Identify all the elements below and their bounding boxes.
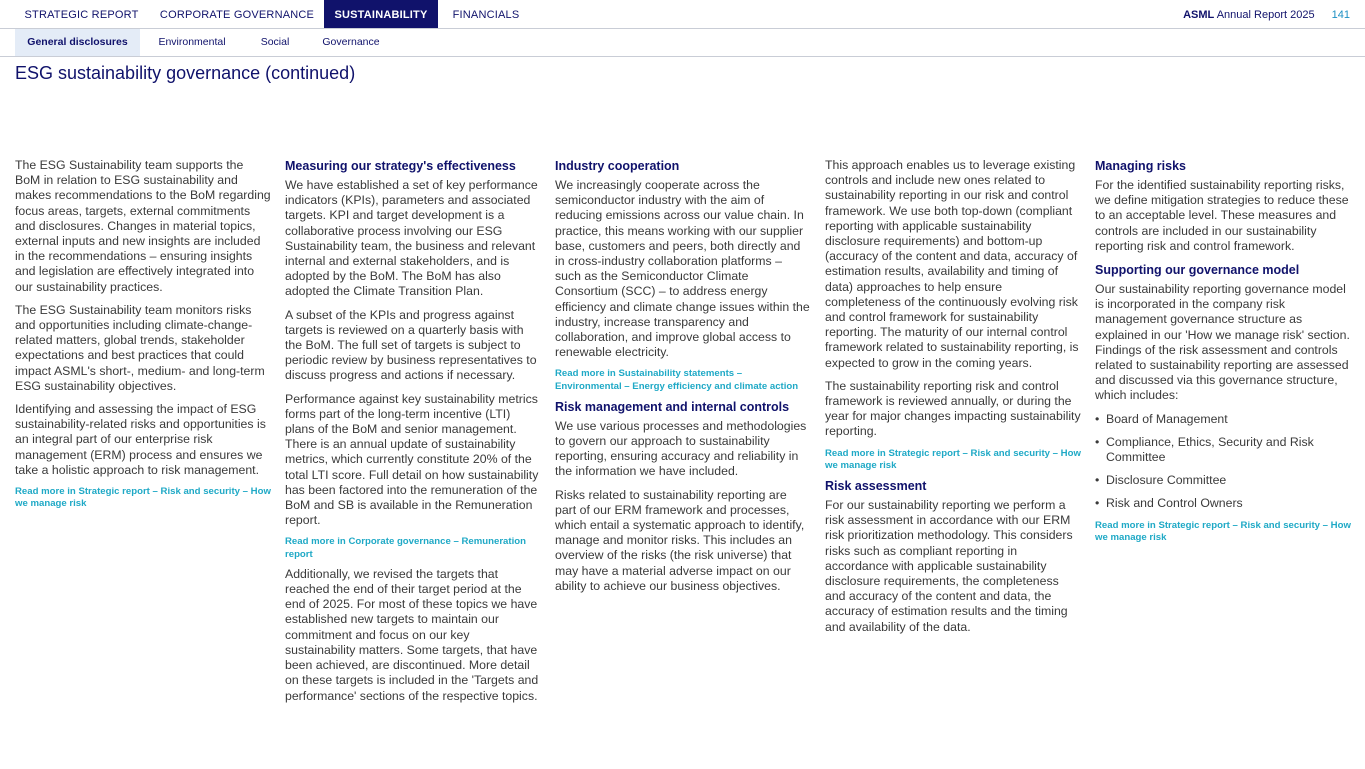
paragraph: This approach enables us to leverage existing controls and include new ones related to sustainability reporting in our risk and control framework. We use both top-down (compliant reporting with applicable sustainability disclosure requirements) and bottom-up (accuracy of the content and data, accuracy of estimation results, availability and timing of data) approaches to help ensure completeness of the continuously evolving risk and control framework for sustainability reporting. The maturity of our internal control framework related to sustainability reporting, is expected to grow in the coming years. — [825, 158, 1079, 370]
top-navigation — [0, 0, 1365, 29]
paragraph: We use various processes and methodologies to govern our approach to sustainability reporting, ensuring accuracy and reliability in the information we have included. — [555, 418, 807, 479]
governance-structure-list — [1095, 412, 1351, 512]
section-heading: Industry cooperation — [555, 159, 680, 173]
read-more-link[interactable]: Read more in Strategic report – Risk and security – How we manage risk — [15, 486, 271, 510]
tab-financials[interactable]: FINANCIALS — [452, 9, 520, 21]
bullet: • — [1095, 473, 1100, 488]
subtab-general-disclosures[interactable]: General disclosures — [15, 29, 140, 56]
tab-strategic-report[interactable]: STRATEGIC REPORT — [24, 9, 139, 21]
list-item — [1095, 473, 1351, 488]
brand-name: ASML — [1183, 9, 1215, 21]
list-item — [1095, 496, 1351, 511]
section-heading: Supporting our governance model — [1095, 263, 1300, 278]
paragraph: Additionally, we revised the targets that reached the end of their target period at the end of 2025. For most of these topics we have established new targets to maintain our commitment and focus on our key sustainability matters. Some targets, that have been achieved, are discontinued. More detail on these targets is included in the 'Targets and performance' sections of the respective topics. — [285, 566, 539, 703]
report-header — [1183, 0, 1350, 28]
section-heading: Measuring our strategy's effectiveness — [285, 159, 516, 173]
paragraph: For the identified sustainability reporting risks, we define mitigation strategies to reduce these to an acceptable level. These measures and controls are included in our sustainability reporting risk and control framework. — [1095, 178, 1349, 253]
section-heading: Managing risks — [1095, 159, 1186, 173]
report-name: Annual Report 2025 — [1216, 9, 1315, 21]
bullet: • — [1095, 434, 1100, 449]
paragraph: Our sustainability reporting governance model is incorporated in the company risk management governance structure as explained in our 'How we manage risk' section. Findings of the risk assessment and controls related to sustainability reporting are assessed and discussed via this governance structure, which includes: — [1095, 282, 1350, 403]
list-item — [1095, 412, 1351, 427]
paragraph: We increasingly cooperate across the semiconductor industry with the aim of reducing emissions across our value chain. In practice, this means working with our supplier base, customers and peers, both directly and in cross-industry collaboration platforms – such as the Semiconductor Climate Consortium (SCC) – to address energy efficiency and climate change issues within the industry, increase transparency and collaboration, and improve global access to renewable electricity. — [555, 178, 810, 360]
list-item-text: Risk and Control Owners — [1106, 496, 1243, 511]
paragraph: The sustainability reporting risk and control framework is reviewed annually, or during the year for major changes impacting sustainability reporting. — [825, 378, 1081, 439]
section-heading: Risk assessment — [825, 479, 927, 494]
column-2 — [285, 158, 541, 712]
paragraph: For our sustainability reporting we perform a risk assessment in accordance with our ERM risk prioritization methodology. This considers risks such as compliant reporting in accordance with applicable sustainability disclosure requirements, the completeness and accuracy of the content and data, the accuracy of estimation results and the timing and availability of the data. — [825, 498, 1073, 634]
column-3 — [555, 158, 811, 602]
section-heading: Risk management and internal controls — [555, 399, 790, 414]
tab-corporate-governance[interactable]: CORPORATE GOVERNANCE — [159, 9, 315, 21]
column-5 — [1095, 158, 1351, 550]
subtab-environmental[interactable]: Environmental — [158, 36, 226, 48]
read-more-link[interactable]: Read more in Strategic report – Risk and security – How we manage risk — [825, 447, 1081, 471]
paragraph: Identifying and assessing the impact of ESG sustainability-related risks and opportunities is an integral part of our enterprise risk management (ERM) process and ensures we take a holistic approach to risk management. — [15, 402, 266, 477]
bullet: • — [1095, 411, 1100, 426]
paragraph: We have established a set of key performance indicators (KPIs), parameters and associated targets. KPI and target development is a collaborative process involving our ESG Sustainability team, the business and relevant internal and external stakeholders, and is adopted by the BoM. The BoM has also adopted the Climate Transition Plan. — [285, 178, 538, 299]
column-1 — [15, 158, 271, 516]
subtab-social[interactable]: Social — [260, 36, 290, 48]
column-4 — [825, 158, 1081, 643]
list-item — [1095, 435, 1351, 465]
paragraph: Performance against key sustainability metrics forms part of the long-term incentive (LTI) plans of the BoM and senior management. There is an annual update of sustainability metrics, which currently constitute 20% of the total LTI score. Full detail on how sustainability has been factored into the remuneration of the BoM and SB is available in the Remuneration report. — [285, 391, 539, 528]
read-more-link[interactable]: Read more in Strategic report – Risk and security – How we manage risk — [1095, 519, 1351, 543]
page-number: 141 — [1331, 9, 1350, 21]
paragraph: Risks related to sustainability reporting are part of our ERM framework and processes, which entail a systematic approach to identify, manage and monitor risks. This includes an overview of the risks (the risk universe) that may have a material adverse impact on our ability to achieve our business objectives. — [555, 487, 805, 593]
paragraph: A subset of the KPIs and progress against targets is reviewed on a quarterly basis with the BoM. The full set of targets is subject to periodic review by business representatives to discuss progress and actions if necessary. — [285, 307, 537, 383]
bullet: • — [1095, 496, 1100, 511]
list-item-text: Compliance, Ethics, Security and Risk Committee — [1106, 434, 1314, 465]
tab-sustainability[interactable]: SUSTAINABILITY — [324, 0, 438, 28]
subtab-governance[interactable]: Governance — [322, 36, 380, 48]
page-title: ESG sustainability governance (continued) — [15, 63, 356, 83]
list-item-text: Disclosure Committee — [1106, 473, 1227, 488]
read-more-link[interactable]: Read more in Sustainability statements – Environmental – Energy efficiency and climate action — [555, 368, 799, 392]
list-item-text: Board of Management — [1106, 411, 1228, 426]
read-more-link[interactable]: Read more in Corporate governance – Remuneration report — [285, 536, 526, 560]
paragraph: The ESG Sustainability team monitors risks and opportunities including climate-change-related matters, global trends, stakeholder expectations and best practices that could impact ASML's short-, medium- and long-term ESG sustainability objectives. — [15, 302, 265, 393]
paragraph: The ESG Sustainability team supports the BoM in relation to ESG sustainability and makes recommendations to the BoM regarding focus areas, targets, external commitments and disclosures. Changes in material topics, external inputs and new insights are included in the recommendations – ensuring insights and legislation are effectively integrated into our sustainability practices. — [15, 158, 271, 294]
sub-navigation — [0, 29, 1365, 57]
